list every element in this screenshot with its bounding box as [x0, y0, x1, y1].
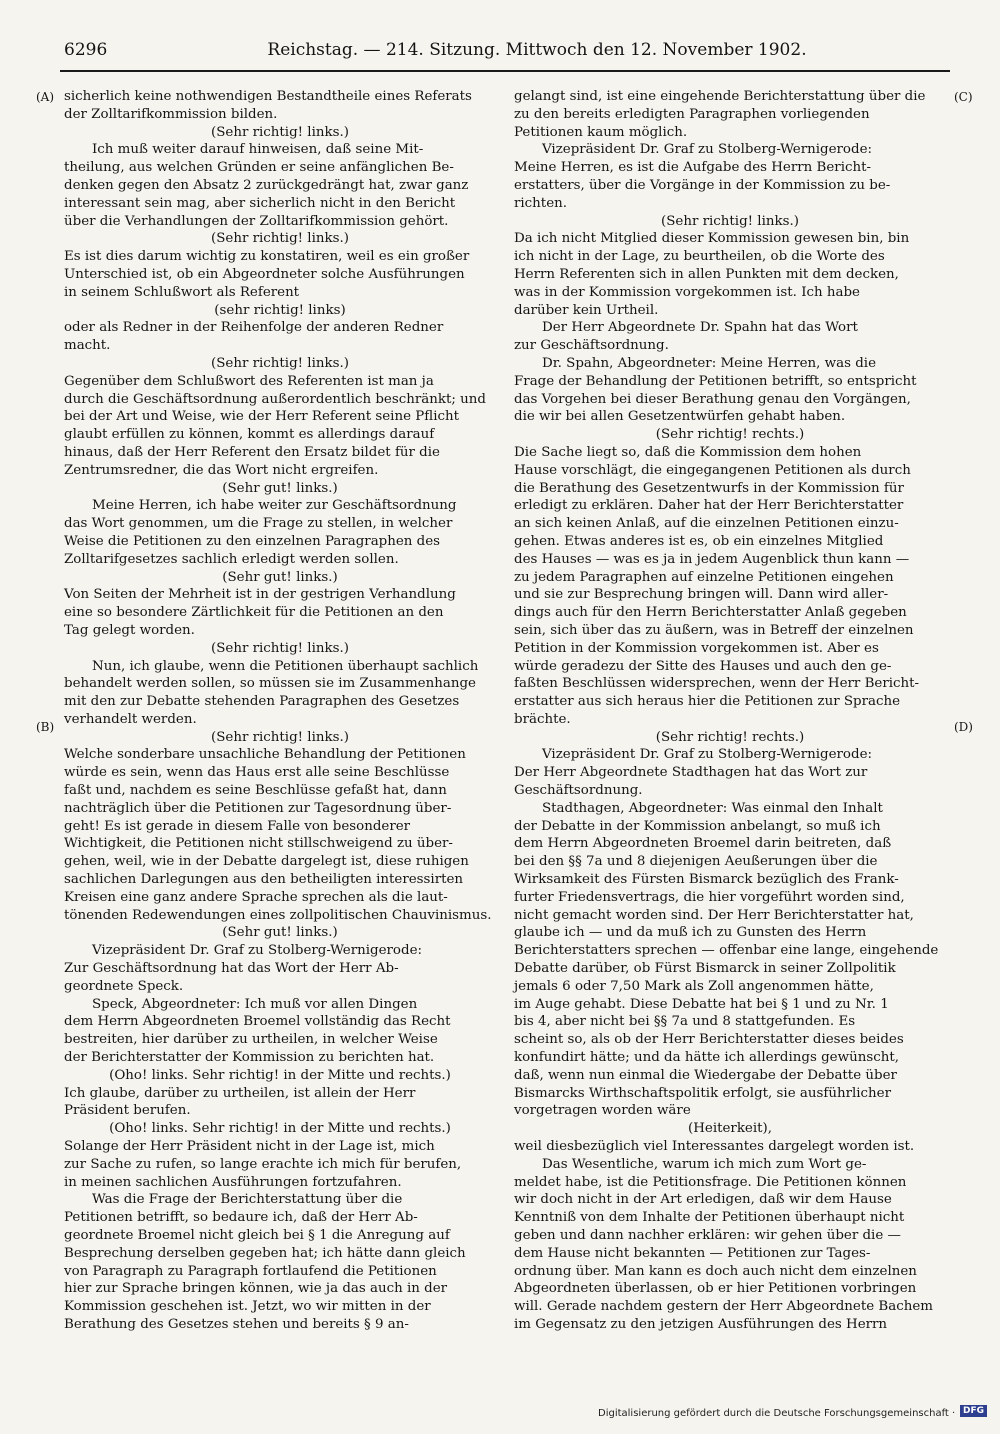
text-line: über die Verhandlungen der Zolltarifkommission gehört. [64, 213, 449, 229]
text-line: glaubt erfüllen zu können, kommt es allerdings darauf [64, 427, 435, 443]
text-line: Berathung des Gesetzes stehen und bereits § 9 an- [64, 1316, 409, 1332]
text-line: zur Sache zu rufen, so lange erachte ich mich für berufen, [64, 1156, 462, 1172]
text-line: Das Wesentliche, warum ich mich zum Wort ge- [542, 1156, 867, 1172]
text-line: Wichtigkeit, die Petitionen nicht stillschweigend zu über- [64, 836, 453, 852]
dfg-logo: DFG [960, 1405, 987, 1417]
interjection-line: (Sehr richtig! links.) [211, 124, 349, 140]
text-line: glaube ich — und da muß ich zu Gunsten des Herrn [514, 925, 867, 941]
text-line: Meine Herren, ich habe weiter zur Geschäftsordnung [92, 498, 457, 514]
interjection-line: (Sehr richtig! links.) [661, 213, 799, 229]
text-line: dem Hause nicht bekannten — Petitionen zur Tages- [514, 1245, 871, 1261]
text-line: Kommission geschehen ist. Jetzt, wo wir mitten in der [64, 1299, 431, 1315]
text-line: das Wort genommen, um die Frage zu stellen, in welcher [64, 516, 453, 532]
margin-marker-b: (B) [36, 720, 55, 734]
text-line: bei den §§ 7a und 8 diejenigen Aeußerungen über die [514, 854, 878, 870]
text-line: im Auge gehabt. Diese Debatte hat bei § 1 und zu Nr. 1 [514, 996, 889, 1012]
text-line: weil diesbezüglich viel Interessantes dargelegt worden ist. [514, 1139, 915, 1155]
text-line: Herrn Referenten sich in allen Punkten mit dem decken, [514, 266, 899, 282]
interjection-line: (Sehr richtig! links.) [211, 640, 349, 656]
text-line: die wir bei allen Gesetzentwürfen gehabt haben. [514, 409, 846, 425]
text-line: richten. [514, 195, 567, 211]
text-line: Kreisen eine ganz andere Sprache sprechen als die laut- [64, 889, 448, 905]
text-line: wir doch nicht in der Art erledigen, daß wir dem Hause [514, 1192, 892, 1208]
text-line: gehen. Etwas anderes ist es, ob ein einzelnes Mitglied [514, 533, 884, 549]
text-line: Von Seiten der Mehrheit ist in der gestrigen Verhandlung [64, 587, 456, 603]
text-line: Es ist dies darum wichtig zu konstatiren, weil es ein großer [64, 249, 470, 265]
left-column [64, 88, 496, 1334]
header-rule [60, 70, 950, 72]
text-line: Was die Frage der Berichterstattung über die [92, 1192, 403, 1208]
text-line: Petitionen kaum möglich. [514, 124, 688, 140]
interjection-line: (Sehr richtig! links.) [211, 231, 349, 247]
text-line: dem Herrn Abgeordneten Broemel vollständig das Recht [64, 1014, 451, 1030]
text-line: Meine Herren, es ist die Aufgabe des Herrn Bericht- [514, 160, 872, 176]
margin-marker-d: (D) [954, 720, 973, 734]
text-line: behandelt werden sollen, so müssen sie im Zusammenhange [64, 676, 476, 692]
text-line: Dr. Spahn, Abgeordneter: Meine Herren, was die [542, 355, 877, 371]
text-line: Unterschied ist, ob ein Abgeordneter solche Ausführungen [64, 266, 465, 282]
margin-marker-c: (C) [954, 90, 973, 104]
text-line: vorgetragen worden wäre [514, 1103, 691, 1119]
text-line: an sich keinen Anlaß, auf die einzelnen Petitionen einzu- [514, 516, 899, 532]
footer-credit: Digitalisierung gefördert durch die Deutsche Forschungsgemeinschaft · [598, 1408, 956, 1419]
text-line: will. Gerade nachdem gestern der Herr Abgeordnete Bachem [514, 1299, 933, 1315]
text-line: sachlichen Darlegungen aus den betheiligten interessirten [64, 872, 464, 888]
text-line: macht. [64, 338, 111, 354]
text-line: Geschäftsordnung. [514, 783, 643, 799]
text-line: Debatte darüber, ob Fürst Bismarck in seiner Zollpolitik [514, 961, 896, 977]
text-line: darüber kein Urtheil. [514, 302, 659, 318]
text-line: geordnete Broemel nicht gleich bei § 1 die Anregung auf [64, 1228, 450, 1243]
text-line: Hause vorschlägt, die eingegangenen Petitionen als durch [514, 462, 911, 478]
text-line: brächte. [514, 711, 571, 727]
text-line: Frage der Behandlung der Petitionen betrifft, so entspricht [514, 373, 917, 389]
text-line: zu den bereits erledigten Paragraphen vorliegenden [514, 106, 870, 122]
interjection-line: (Sehr richtig! links.) [211, 355, 349, 371]
interjection-line: (Sehr richtig! rechts.) [655, 427, 805, 443]
text-line: Speck, Abgeordneter: Ich muß vor allen Dingen [92, 996, 418, 1012]
text-line: Abgeordneten überlassen, ob er hier Petitionen vorbringen [514, 1281, 917, 1297]
text-line: Ich glaube, darüber zu urtheilen, ist allein der Herr [64, 1085, 416, 1101]
text-line: Zolltarifgesetzes sachlich erledigt werden sollen. [64, 551, 399, 567]
text-line: jemals 6 oder 7,50 Mark als Zoll angenommen hätte, [514, 978, 874, 994]
interjection-line: (Sehr gut! links.) [222, 480, 338, 496]
text-line: Wirksamkeit des Fürsten Bismarck bezüglich des Frank- [514, 872, 899, 888]
text-line: durch die Geschäftsordnung außerordentlich beschränkt; und [64, 391, 486, 407]
text-line: sein, sich über das zu äußern, was in Betreff der einzelnen [514, 622, 914, 638]
text-line: der Debatte in der Kommission anbelangt, so muß ich [514, 818, 881, 834]
text-line: gelangt sind, ist eine eingehende Berichterstattung über die [514, 89, 926, 104]
text-line: Bismarcks Wirthschaftspolitik erfolgt, sie ausführlicher [514, 1085, 891, 1101]
interjection-line: (Oho! links. Sehr richtig! in der Mitte und rechts.) [109, 1067, 451, 1083]
text-line: daß, wenn nun einmal die Wiedergabe der Debatte über [514, 1067, 897, 1083]
text-line: erstatter aus sich heraus hier die Petitionen zur Sprache [514, 694, 901, 710]
text-line: Nun, ich glaube, wenn die Petitionen überhaupt sachlich [92, 658, 479, 674]
text-line: meldet habe, ist die Petitionsfrage. Die Petitionen können [514, 1174, 907, 1190]
text-line: verhandelt werden. [64, 711, 197, 727]
text-line: im Gegensatz zu den jetzigen Ausführungen des Herrn [514, 1316, 888, 1332]
interjection-line: (Heiterkeit), [688, 1121, 772, 1137]
text-line: das Vorgehen bei dieser Berathung genau den Vorgängen, [514, 391, 911, 407]
text-line: Welche sonderbare unsachliche Behandlung der Petitionen [64, 747, 466, 763]
text-line: Vizepräsident Dr. Graf zu Stolberg-Wernigerode: [92, 943, 423, 959]
text-line: tönenden Redewendungen eines zollpolitischen Chauvinismus. [64, 907, 492, 923]
interjection-line: (sehr richtig! links) [214, 302, 346, 318]
text-line: eine so besondere Zärtlichkeit für die Petitionen an den [64, 605, 444, 621]
text-line: scheint so, als ob der Herr Berichterstatter dieses beides [514, 1032, 904, 1048]
text-line: ordnung über. Man kann es doch auch nicht dem einzelnen [514, 1263, 917, 1279]
text-line: denken gegen den Absatz 2 zurückgedrängt hat, zwar ganz [64, 177, 469, 193]
text-line: nachträglich über die Petitionen zur Tagesordnung über- [64, 800, 452, 816]
text-line: Da ich nicht Mitglied dieser Kommission gewesen bin, bin [514, 231, 910, 247]
text-line: faßten Beschlüssen widersprechen, wenn der Herr Bericht- [514, 676, 920, 692]
text-line: Der Herr Abgeordnete Stadthagen hat das Wort zur [514, 765, 868, 781]
text-line: hier zur Sprache bringen können, wie ja das auch in der [64, 1281, 448, 1297]
text-line: Präsident berufen. [64, 1103, 191, 1119]
text-line: oder als Redner in der Reihenfolge der anderen Redner [64, 320, 444, 336]
text-line: was in der Kommission vorgekommen ist. Ich habe [514, 284, 860, 300]
text-line: geht! Es ist gerade in diesem Falle von besonderer [64, 818, 411, 834]
text-line: faßt und, nachdem es seine Beschlüsse gefaßt hat, dann [64, 783, 447, 799]
text-line: nicht gemacht worden sind. Der Herr Berichterstatter hat, [514, 907, 914, 923]
text-line: Tag gelegt worden. [64, 622, 195, 638]
text-line: des Hauses — was es ja in jedem Augenblick thun kann — [514, 551, 910, 567]
text-line: die Berathung des Gesetzentwurfs in der Kommission für [514, 480, 904, 496]
right-column [514, 88, 946, 1334]
text-line: bis 4, aber nicht bei §§ 7a und 8 stattgefunden. Es [514, 1014, 856, 1030]
text-line: Petitionen betrifft, so bedaure ich, daß der Herr Ab- [64, 1210, 418, 1226]
text-line: in meinen sachlichen Ausführungen fortzufahren. [64, 1174, 402, 1190]
text-line: konfundirt hätte; und da hätte ich allerdings gewünscht, [514, 1050, 899, 1066]
text-line: Besprechung derselben gegeben hat; ich hätte dann gleich [64, 1245, 466, 1261]
interjection-line: (Sehr richtig! rechts.) [655, 729, 805, 745]
text-line: furter Friedensvertrags, die hier vorgeführt worden sind, [514, 889, 905, 905]
text-line: mit den zur Debatte stehenden Paragraphen des Gesetzes [64, 694, 460, 710]
text-line: Ich muß weiter darauf hinweisen, daß seine Mit- [92, 142, 424, 158]
text-line: ich nicht in der Lage, zu beurtheilen, ob die Worte des [514, 249, 885, 265]
text-line: der Berichterstatter der Kommission zu berichten hat. [64, 1050, 435, 1066]
interjection-line: (Oho! links. Sehr richtig! in der Mitte und rechts.) [109, 1121, 451, 1137]
text-line: sicherlich keine nothwendigen Bestandtheile eines Referats [64, 89, 472, 104]
interjection-line: (Sehr richtig! links.) [211, 729, 349, 745]
text-line: der Zolltarifkommission bilden. [64, 106, 278, 122]
running-title: Reichstag. — 214. Sitzung. Mittwoch den 12. November 1902. [267, 40, 807, 60]
text-line: Petition in der Kommission vorgekommen ist. Aber es [514, 640, 879, 656]
text-line: theilung, aus welchen Gründen er seine anfänglichen Be- [64, 160, 454, 176]
text-line: Berichterstatters sprechen — offenbar eine lange, eingehende [514, 943, 939, 959]
text-line: hinaus, daß der Herr Referent den Ersatz bildet für die [64, 444, 440, 460]
text-line: geordnete Speck. [64, 978, 184, 994]
text-line: gehen, weil, wie in der Debatte dargelegt ist, diese ruhigen [64, 854, 469, 870]
text-line: Der Herr Abgeordnete Dr. Spahn hat das Wort [542, 320, 858, 336]
interjection-line: (Sehr gut! links.) [222, 569, 338, 585]
text-line: Zur Geschäftsordnung hat das Wort der Herr Ab- [64, 961, 399, 977]
text-line: Gegenüber dem Schlußwort des Referenten ist man ja [64, 373, 434, 389]
text-line: Vizepräsident Dr. Graf zu Stolberg-Wernigerode: [542, 747, 873, 763]
text-line: erledigt zu erklären. Daher hat der Herr Berichterstatter [514, 498, 904, 514]
text-line: in seinem Schlußwort als Referent [64, 284, 300, 300]
text-line: würde geradezu der Sitte des Hauses und auch den ge- [514, 658, 892, 674]
text-line: bestreiten, hier darüber zu urtheilen, in welcher Weise [64, 1032, 438, 1048]
text-line: zu jedem Paragraphen auf einzelne Petitionen eingehen [514, 569, 894, 585]
text-line: Zentrumsredner, die das Wort nicht ergreifen. [64, 462, 379, 478]
text-line: erstatters, über die Vorgänge in der Kommission zu be- [514, 177, 891, 193]
text-line: geben und dann nachher erklären: wir gehen über die — [514, 1228, 901, 1243]
page-number: 6296 [64, 40, 108, 60]
text-line: interessant sein mag, aber sicherlich nicht in den Bericht [64, 195, 456, 211]
text-line: und sie zur Besprechung bringen will. Dann wird aller- [514, 587, 889, 603]
margin-marker-a: (A) [36, 90, 55, 104]
text-line: Die Sache liegt so, daß die Kommission dem hohen [514, 444, 862, 460]
text-line: Solange der Herr Präsident nicht in der Lage ist, mich [64, 1139, 435, 1155]
page-header [64, 40, 950, 70]
text-line: bei der Art und Weise, wie der Herr Referent seine Pflicht [64, 409, 459, 425]
text-line: Vizepräsident Dr. Graf zu Stolberg-Wernigerode: [542, 142, 873, 158]
text-line: Stadthagen, Abgeordneter: Was einmal den Inhalt [542, 800, 883, 816]
text-line: würde es sein, wenn das Haus erst alle seine Beschlüsse [64, 765, 450, 781]
text-line: zur Geschäftsordnung. [514, 338, 669, 354]
interjection-line: (Sehr gut! links.) [222, 925, 338, 941]
text-line: von Paragraph zu Paragraph fortlaufend die Petitionen [64, 1263, 437, 1279]
text-line: Kenntniß von dem Inhalte der Petitionen überhaupt nicht [514, 1210, 905, 1226]
text-line: dings auch für den Herrn Berichterstatter Anlaß gegeben [514, 605, 907, 621]
text-line: dem Herrn Abgeordneten Broemel darin beitreten, daß [514, 836, 892, 852]
text-line: Weise die Petitionen zu den einzelnen Paragraphen des [64, 533, 441, 549]
